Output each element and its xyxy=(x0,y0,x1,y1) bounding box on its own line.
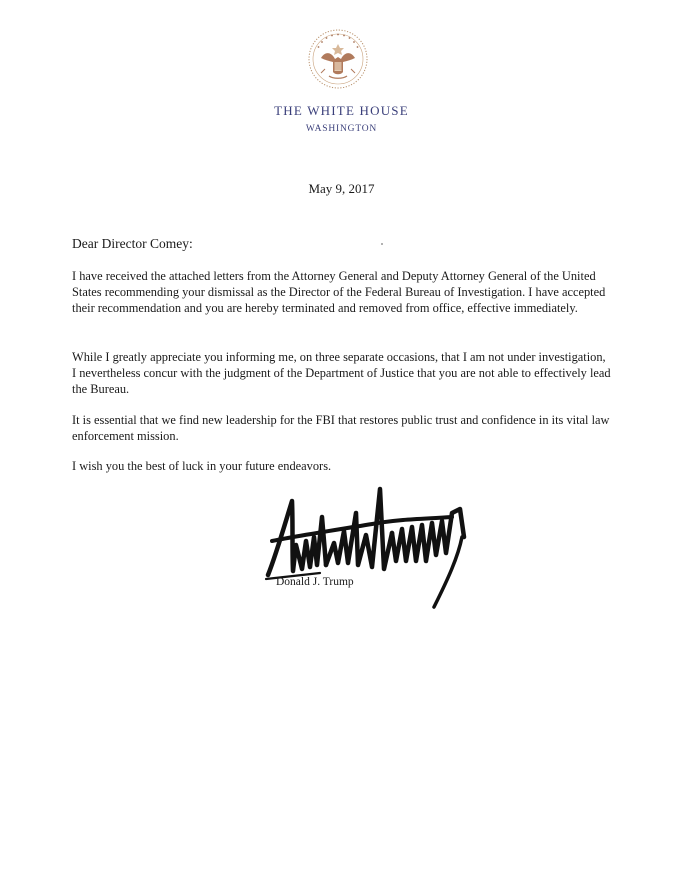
presidential-seal-icon xyxy=(307,28,369,90)
signer-name: Donald J. Trump xyxy=(276,576,354,588)
paragraph-1: I have received the attached letters from the Attorney General and Deputy Attorney General of the United States recommending your dismissal as the Director of the Federal Bureau of Investigation. I have accepted their recommendation and you are hereby terminated and removed from office, effective immediately. xyxy=(72,269,606,315)
salutation: Dear Director Comey: xyxy=(72,236,193,251)
scan-speck xyxy=(381,243,383,245)
paragraph-2: While I greatly appreciate you informing me, on three separate occasions, that I am not under investigation, I nevertheless concur with the judgment of the Department of Justice that you are not able to effectively lead the Bureau. xyxy=(72,350,611,396)
paragraph-3: It is essential that we find new leadership for the FBI that restores public trust and confidence in its vital law enforcement mission. xyxy=(72,413,610,443)
handwritten-signature-icon xyxy=(262,483,474,613)
letter-date: May 9, 2017 xyxy=(308,181,375,196)
paragraph-4: I wish you the best of luck in your future endeavors. xyxy=(72,459,332,473)
letterhead-location: WASHINGTON xyxy=(305,124,378,134)
letterhead-title: THE WHITE HOUSE xyxy=(274,103,409,118)
